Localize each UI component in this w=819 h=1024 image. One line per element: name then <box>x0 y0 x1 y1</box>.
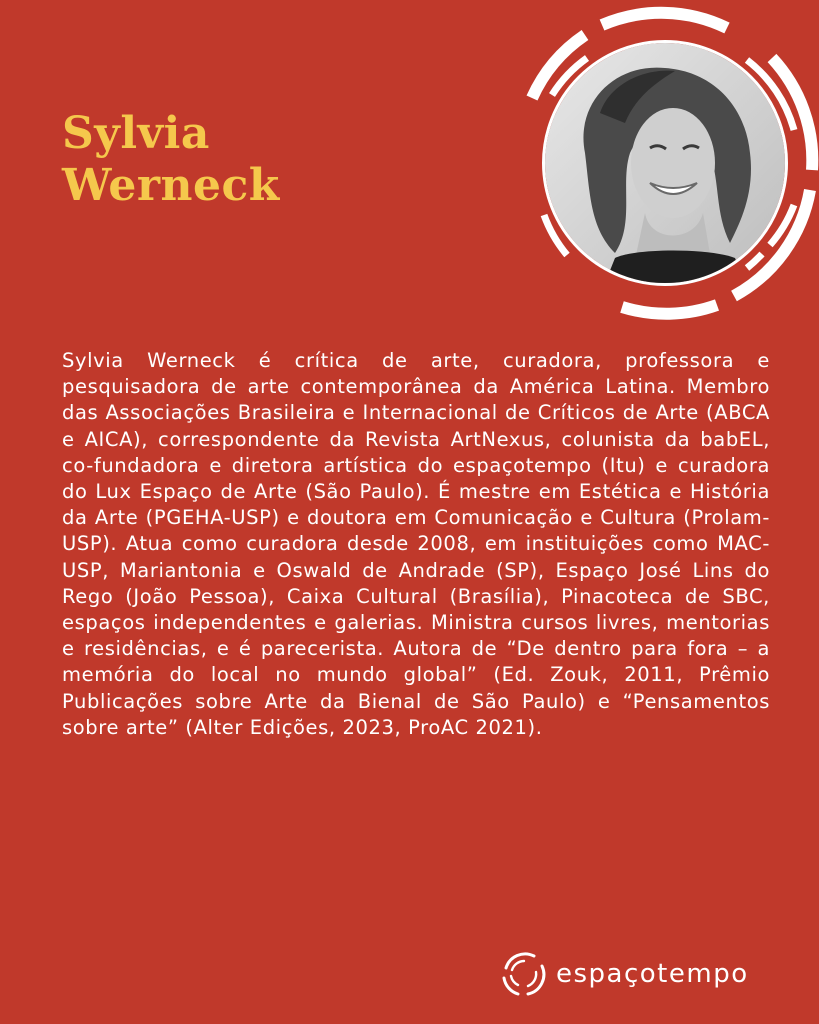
bio-paragraph: Sylvia Werneck é crítica de arte, curadora, professora e pesquisadora de arte contemporânea da América Latina. Membro das Associações Brasileira e Internacional de Críticos de Arte (ABCA e AICA), correspondente da Revista ArtNexus, colunista da babEL, co-fundadora e diretora artística do espaçotempo (Itu) e curadora do Lux Espaço de Arte (São Paulo). É mestre em Estética e História da Arte (PGEHA-USP) e doutora em Comunicação e Cultura (Prolam-USP). Atua como curadora desde 2008, em instituições como MAC-USP, Mariantonia e Oswald de Andrade (SP), Espaço José Lins do Rego (João Pessoa), Caixa Cultural (Brasília), Pinacoteca de SBC, espaços independentes e galerias. Ministra cursos livres, mentorias e residências, e é parecerista. Autora de “De dentro para fora – a memória do local no mundo global” (Ed. Zouk, 2011, Prêmio Publicações sobre Arte da Bienal de São Paulo) e “Pensamentos sobre arte” (Alter Edições, 2023, ProAC 2021). <box>62 349 770 739</box>
brand-wordmark: espaçotempo <box>556 959 749 989</box>
brand-footer <box>498 948 749 1000</box>
portrait-photo <box>542 40 788 286</box>
portrait-image <box>545 43 785 283</box>
page-title <box>62 108 280 212</box>
concentric-rings-logo-icon <box>498 948 550 1000</box>
title-first-name: Sylvia <box>62 108 210 159</box>
title-last-name: Werneck <box>62 160 280 211</box>
